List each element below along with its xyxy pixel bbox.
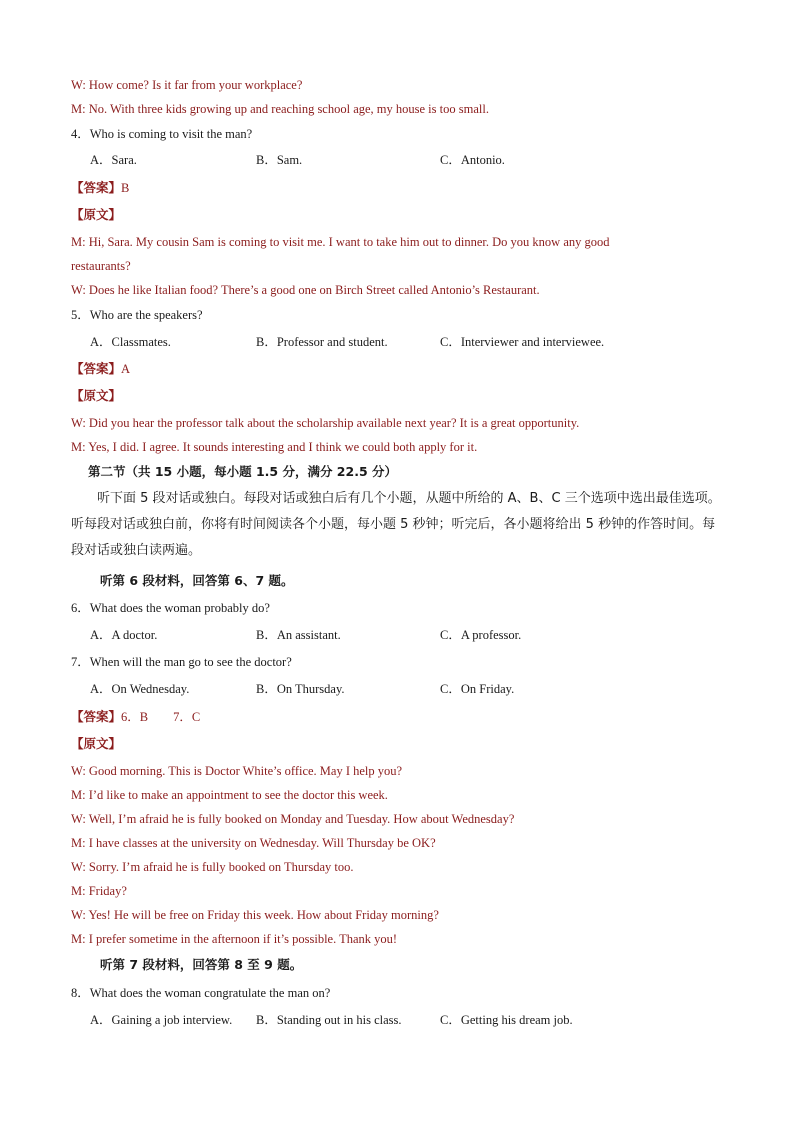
transcript-line: M: I’d like to make an appointment to see the doctor this week. [71, 788, 388, 802]
original-text-label-5 [71, 388, 121, 404]
transcript-line: W: Well, I’m afraid he is fully booked on Monday and Tuesday. How about Wednesday? [71, 812, 515, 826]
answer-label: 【答案】 [71, 180, 122, 195]
original-text-label-4 [71, 207, 121, 223]
transcript-line: restaurants? [71, 259, 131, 273]
option-6b: B．An assistant. [256, 628, 341, 642]
option-8a: A．Gaining a job interview. [90, 1013, 233, 1027]
question-5: 5．Who are the speakers? [71, 308, 203, 322]
option-7b: B．On Thursday. [256, 682, 345, 696]
answer-label: 【答案】 [71, 361, 122, 376]
transcript-line: M: Friday? [71, 884, 127, 898]
question-7: 7．When will the man go to see the doctor? [71, 655, 292, 669]
option-7c: C．On Friday. [440, 682, 515, 696]
transcript-line: W: How come? Is it far from your workplace? [71, 78, 303, 92]
transcript-line: M: Hi, Sara. My cousin Sam is coming to visit me. I want to take him out to dinner. Do you know any good [71, 235, 610, 249]
transcript-line: W: Did you hear the professor talk about the scholarship available next year? It is a great opportunity. [71, 416, 580, 430]
question-6: 6．What does the woman probably do? [71, 601, 270, 615]
answer-4 [71, 180, 129, 196]
answer-6-7 [71, 709, 200, 725]
answer-value: A [121, 362, 131, 376]
transcript-line: M: Yes, I did. I agree. It sounds interesting and I think we could both apply for it. [71, 440, 478, 454]
option-5a: A．Classmates. [90, 335, 171, 349]
option-4b: B．Sam. [256, 153, 303, 167]
passage-6-heading: 听第 6 段材料，回答第 6、7 题。 [100, 573, 294, 588]
passage-7-heading: 听第 7 段材料，回答第 8 至 9 题。 [100, 957, 303, 972]
option-6a: A．A doctor. [90, 628, 158, 642]
transcript-line: W: Sorry. I’m afraid he is fully booked on Thursday too. [71, 860, 354, 874]
transcript-line: M: No. With three kids growing up and reaching school age, my house is too small. [71, 102, 489, 116]
transcript-line: W: Yes! He will be free on Friday this week. How about Friday morning? [71, 908, 439, 922]
answer-value: B [121, 181, 130, 195]
option-7a: A．On Wednesday. [90, 682, 190, 696]
transcript-line: W: Good morning. This is Doctor White’s office. May I help you? [71, 764, 403, 778]
option-5b: B．Professor and student. [256, 335, 388, 349]
option-4c: C．Antonio. [440, 153, 505, 167]
transcript-line: M: I prefer sometime in the afternoon if it’s possible. Thank you! [71, 932, 398, 946]
original-label: 【原文】 [71, 736, 122, 751]
answer-value: 6．B 7．C [121, 710, 201, 724]
question-4: 4．Who is coming to visit the man? [71, 127, 253, 141]
section-2-heading: 第二节（共 15 小题，每小题 1.5 分，满分 22.5 分） [88, 464, 397, 479]
answer-label: 【答案】 [71, 709, 122, 724]
option-4a: A．Sara. [90, 153, 137, 167]
answer-5 [71, 361, 130, 377]
transcript-line: M: I have classes at the university on Wednesday. Will Thursday be OK? [71, 836, 436, 850]
question-8: 8．What does the woman congratulate the man on? [71, 986, 331, 1000]
original-text-label-6-7 [71, 736, 121, 752]
option-8b: B．Standing out in his class. [256, 1013, 402, 1027]
original-label: 【原文】 [71, 388, 122, 403]
option-5c: C．Interviewer and interviewee. [440, 335, 605, 349]
transcript-line: W: Does he like Italian food? There’s a good one on Birch Street called Antonio’s Restaurant. [71, 283, 540, 297]
original-label: 【原文】 [71, 207, 122, 222]
section-2-instructions: 听下面 5 段对话或独白。每段对话或独白后有几个小题，从题中所给的 A、B、C 三个选项中选出最佳选项。听每段对话或独白前，你将有时间阅读各个小题，每小题 5 秒钟；听完后，各小题将给出 5 秒钟的作答时间。每段对话或独白读两遍。 [71, 491, 721, 558]
option-8c: C．Getting his dream job. [440, 1013, 573, 1027]
option-6c: C．A professor. [440, 628, 522, 642]
